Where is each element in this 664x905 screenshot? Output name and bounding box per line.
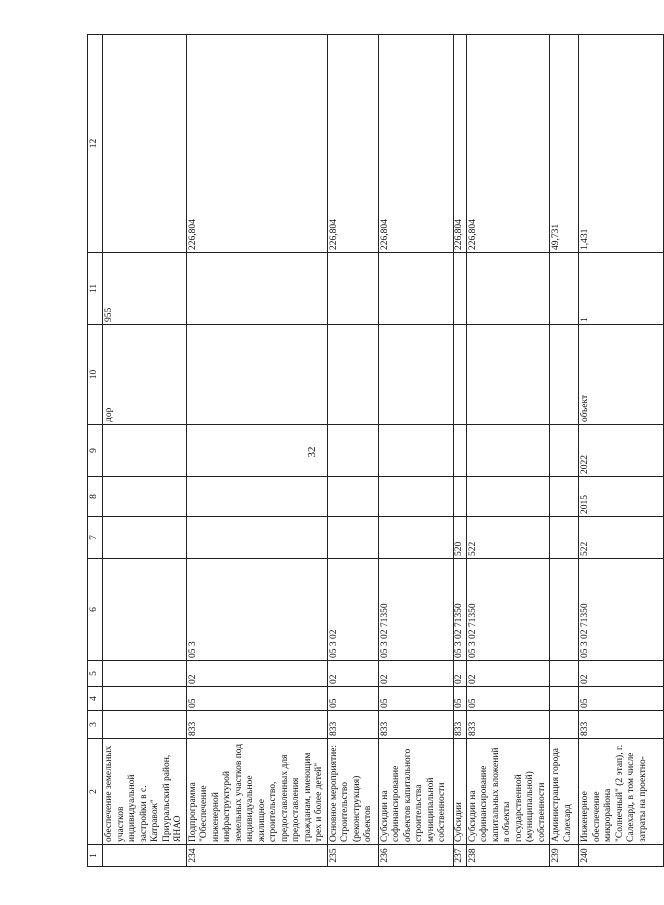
col-8-cell bbox=[378, 477, 453, 517]
column-header: 12 bbox=[88, 35, 103, 253]
col-6-cell: 05 3 02 71350 bbox=[579, 559, 664, 661]
amount-cell: 226,804 bbox=[186, 35, 327, 253]
item-name-cell: Основное мероприятие: Строительство (реконструкция) объектов bbox=[327, 739, 378, 845]
col-8-cell bbox=[550, 477, 579, 517]
col-6-cell bbox=[103, 559, 187, 661]
col-5-cell: 02 bbox=[579, 661, 664, 687]
col-9-cell bbox=[550, 425, 579, 477]
item-name-cell: Инженерное обеспечение микрорайона "Солнечный" (2 этап), г. Салехард, в том числе затраты на проектно- bbox=[579, 739, 664, 845]
col-5-cell: 02 bbox=[453, 661, 466, 687]
col-10-cell bbox=[186, 325, 327, 425]
col-11-cell bbox=[550, 253, 579, 325]
col-10-cell: объект bbox=[579, 325, 664, 425]
col-3-cell: 833 bbox=[453, 711, 466, 739]
col-7-cell: 520 bbox=[453, 517, 466, 559]
col-10-cell bbox=[466, 325, 550, 425]
col-5-cell bbox=[103, 661, 187, 687]
table-row bbox=[579, 35, 664, 867]
col-10-cell bbox=[378, 325, 453, 425]
col-6-cell: 05 3 02 bbox=[327, 559, 378, 661]
column-header: 9 bbox=[88, 425, 103, 477]
col-8-cell bbox=[327, 477, 378, 517]
col-11-cell bbox=[378, 253, 453, 325]
table-row bbox=[327, 35, 378, 867]
table-row bbox=[453, 35, 466, 867]
amount-cell: 226,804 bbox=[466, 35, 550, 253]
col-4-cell: 05 bbox=[466, 687, 550, 711]
col-3-cell: 833 bbox=[327, 711, 378, 739]
table-row bbox=[378, 35, 453, 867]
col-4-cell: 05 bbox=[378, 687, 453, 711]
row-number-cell: 240 bbox=[579, 845, 664, 867]
col-4-cell bbox=[103, 687, 187, 711]
col-8-cell bbox=[186, 477, 327, 517]
col-6-cell: 05 3 02 71350 bbox=[453, 559, 466, 661]
col-8-cell bbox=[453, 477, 466, 517]
column-header: 5 bbox=[88, 661, 103, 687]
row-number-cell: 235 bbox=[327, 845, 378, 867]
col-6-cell: 05 3 02 71350 bbox=[378, 559, 453, 661]
col-10-cell: дор bbox=[103, 325, 187, 425]
col-11-cell: 955 bbox=[103, 253, 187, 325]
item-name-cell: Субсидии bbox=[453, 739, 466, 845]
col-7-cell: 522 bbox=[466, 517, 550, 559]
col-5-cell: 02 bbox=[466, 661, 550, 687]
col-3-cell: 833 bbox=[378, 711, 453, 739]
rotated-table-container bbox=[87, 34, 664, 867]
col-9-cell bbox=[327, 425, 378, 477]
col-4-cell: 05 bbox=[453, 687, 466, 711]
col-5-cell: 02 bbox=[327, 661, 378, 687]
column-header: 1 bbox=[88, 845, 103, 867]
amount-cell: 226,804 bbox=[453, 35, 466, 253]
col-11-cell bbox=[453, 253, 466, 325]
col-6-cell: 05 3 02 71350 bbox=[466, 559, 550, 661]
col-9-cell bbox=[378, 425, 453, 477]
col-8-cell: 2015 bbox=[579, 477, 664, 517]
col-10-cell bbox=[550, 325, 579, 425]
row-number-cell: 234 bbox=[186, 845, 327, 867]
col-6-cell bbox=[550, 559, 579, 661]
col-5-cell: 02 bbox=[378, 661, 453, 687]
page-number: 32 bbox=[306, 446, 318, 458]
col-9-cell bbox=[466, 425, 550, 477]
item-name-cell: Субсидии на софинансирование объектов капитального строительства муниципальной собственности bbox=[378, 739, 453, 845]
column-header: 7 bbox=[88, 517, 103, 559]
col-4-cell: 05 bbox=[579, 687, 664, 711]
col-4-cell: 05 bbox=[186, 687, 327, 711]
col-6-cell: 05 3 bbox=[186, 559, 327, 661]
col-3-cell: 833 bbox=[186, 711, 327, 739]
column-header: 10 bbox=[88, 325, 103, 425]
amount-cell: 49,731 bbox=[550, 35, 579, 253]
col-7-cell bbox=[327, 517, 378, 559]
item-name-cell: Подпрограмма "Обеспечение инженерной инфраструктурой земельных участков под индивидуальное жилищное строительство, предоставленных для предоставления гражданам, имеющим трех и более детей" bbox=[186, 739, 327, 845]
row-number-cell bbox=[103, 845, 187, 867]
budget-table bbox=[87, 34, 664, 867]
col-7-cell: 522 bbox=[579, 517, 664, 559]
col-8-cell bbox=[103, 477, 187, 517]
col-8-cell bbox=[466, 477, 550, 517]
row-number-cell: 237 bbox=[453, 845, 466, 867]
col-9-cell: 2022 bbox=[579, 425, 664, 477]
row-number-cell: 236 bbox=[378, 845, 453, 867]
column-header: 3 bbox=[88, 711, 103, 739]
item-name-cell: Субсидии на софинансирование капитальных вложений в объекты государственной (муниципальной) собственности bbox=[466, 739, 550, 845]
col-7-cell bbox=[378, 517, 453, 559]
row-number-cell: 238 bbox=[466, 845, 550, 867]
col-9-cell bbox=[186, 425, 327, 477]
col-3-cell bbox=[550, 711, 579, 739]
column-header: 2 bbox=[88, 739, 103, 845]
col-11-cell bbox=[327, 253, 378, 325]
table-row bbox=[466, 35, 550, 867]
col-4-cell bbox=[550, 687, 579, 711]
col-10-cell bbox=[327, 325, 378, 425]
column-header: 11 bbox=[88, 253, 103, 325]
col-9-cell bbox=[103, 425, 187, 477]
col-11-cell: 1 bbox=[579, 253, 664, 325]
col-4-cell: 05 bbox=[327, 687, 378, 711]
column-number-row bbox=[88, 35, 103, 867]
col-9-cell bbox=[453, 425, 466, 477]
column-header: 8 bbox=[88, 477, 103, 517]
row-number-cell: 239 bbox=[550, 845, 579, 867]
column-header: 4 bbox=[88, 687, 103, 711]
col-11-cell bbox=[466, 253, 550, 325]
amount-cell: 226,804 bbox=[378, 35, 453, 253]
col-7-cell bbox=[550, 517, 579, 559]
col-3-cell bbox=[103, 711, 187, 739]
col-7-cell bbox=[186, 517, 327, 559]
col-3-cell: 833 bbox=[579, 711, 664, 739]
col-5-cell: 02 bbox=[186, 661, 327, 687]
amount-cell: 226,804 bbox=[327, 35, 378, 253]
col-7-cell bbox=[103, 517, 187, 559]
col-10-cell bbox=[453, 325, 466, 425]
amount-cell bbox=[103, 35, 187, 253]
amount-cell: 1,431 bbox=[579, 35, 664, 253]
col-5-cell bbox=[550, 661, 579, 687]
table-row bbox=[103, 35, 187, 867]
table-row bbox=[550, 35, 579, 867]
item-name-cell: обеспечение земельных участков индивидуальной застройки в с. Катравож" Приуральский район, ЯНАО bbox=[103, 739, 187, 845]
col-3-cell: 833 bbox=[466, 711, 550, 739]
col-11-cell bbox=[186, 253, 327, 325]
table-row bbox=[186, 35, 327, 867]
item-name-cell: Администрация города Салехард bbox=[550, 739, 579, 845]
column-header: 6 bbox=[88, 559, 103, 661]
